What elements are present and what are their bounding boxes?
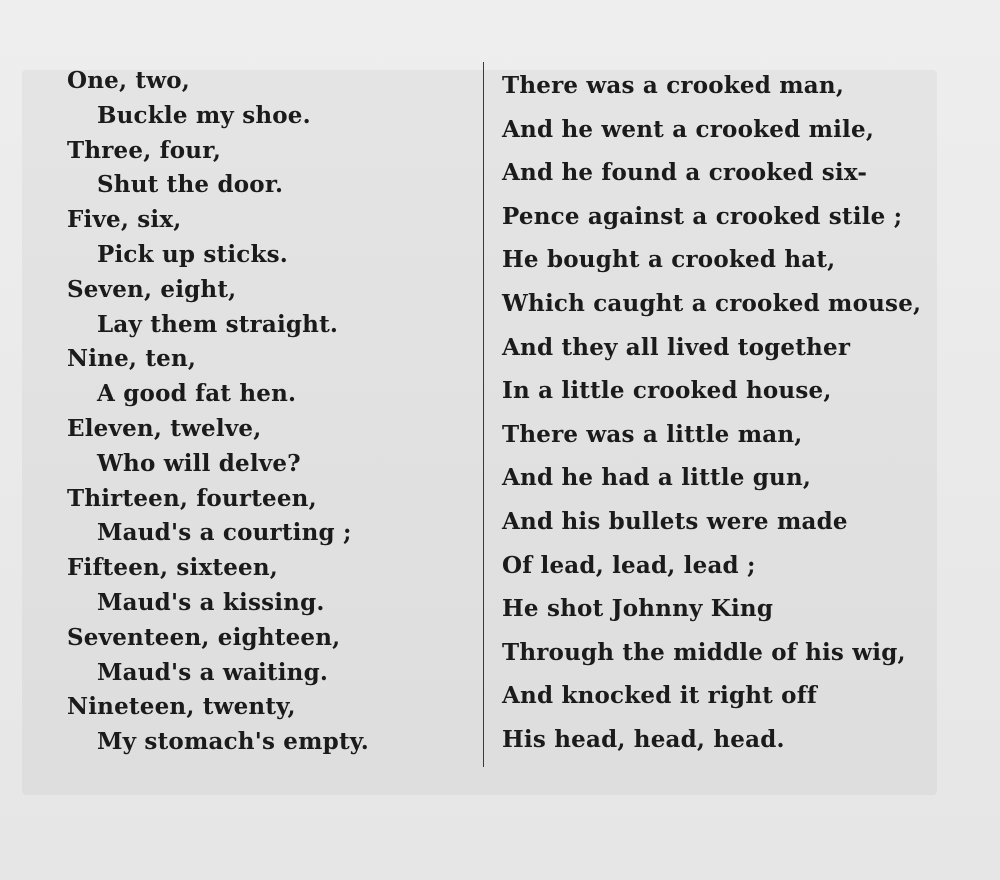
poem-line: Nine, ten, bbox=[67, 345, 197, 373]
poem-line: Which caught a crooked mouse, bbox=[502, 289, 922, 317]
poem-line: And he had a little gun, bbox=[502, 464, 812, 492]
poem-line: There was a little man, bbox=[502, 420, 803, 448]
poem-line: My stomach's empty. bbox=[97, 728, 369, 756]
poem-line: In a little crooked house, bbox=[502, 377, 832, 405]
poem-line: Maud's a waiting. bbox=[97, 658, 329, 686]
poem-line: Thirteen, fourteen, bbox=[67, 484, 317, 512]
poem-line: Three, four, bbox=[67, 136, 222, 164]
poem-line: And knocked it right off bbox=[502, 682, 817, 710]
poem-line: Who will delve? bbox=[97, 449, 301, 477]
poem-line: Seventeen, eighteen, bbox=[67, 623, 341, 651]
poem-line: Maud's a kissing. bbox=[97, 588, 325, 616]
left-poem-column bbox=[67, 64, 467, 760]
poem-line: And he went a crooked mile, bbox=[502, 115, 875, 143]
poem-line: Through the middle of his wig, bbox=[502, 638, 906, 666]
column-divider bbox=[483, 62, 484, 767]
poem-line: And they all lived together bbox=[502, 333, 851, 361]
poem-line: He bought a crooked hat, bbox=[502, 246, 836, 274]
poem-line: One, two, bbox=[67, 67, 190, 94]
poem-line: Eleven, twelve, bbox=[67, 414, 262, 442]
poem-line: There was a crooked man, bbox=[502, 72, 845, 99]
poem-line: He shot Johnny King bbox=[502, 595, 774, 623]
poem-line: Fifteen, sixteen, bbox=[67, 554, 279, 582]
right-poem-column bbox=[502, 64, 972, 762]
poem-line: And he found a crooked six- bbox=[502, 159, 868, 187]
poem-line: And his bullets were made bbox=[502, 507, 848, 535]
poem-line: A good fat hen. bbox=[97, 380, 297, 408]
poem-line: Nineteen, twenty, bbox=[67, 693, 296, 721]
poem-line: Pence against a crooked stile ; bbox=[502, 202, 903, 230]
poem-line: Of lead, lead, lead ; bbox=[502, 551, 756, 579]
poem-line: Seven, eight, bbox=[67, 275, 237, 303]
poem-line: Buckle my shoe. bbox=[97, 101, 311, 129]
poem-line: Shut the door. bbox=[97, 171, 284, 199]
poem-line: His head, head, head. bbox=[502, 725, 785, 753]
poem-line: Pick up sticks. bbox=[97, 240, 288, 268]
poem-line: Lay them straight. bbox=[97, 310, 339, 338]
poem-line: Five, six, bbox=[67, 206, 182, 234]
poem-line: Maud's a courting ; bbox=[97, 519, 352, 547]
